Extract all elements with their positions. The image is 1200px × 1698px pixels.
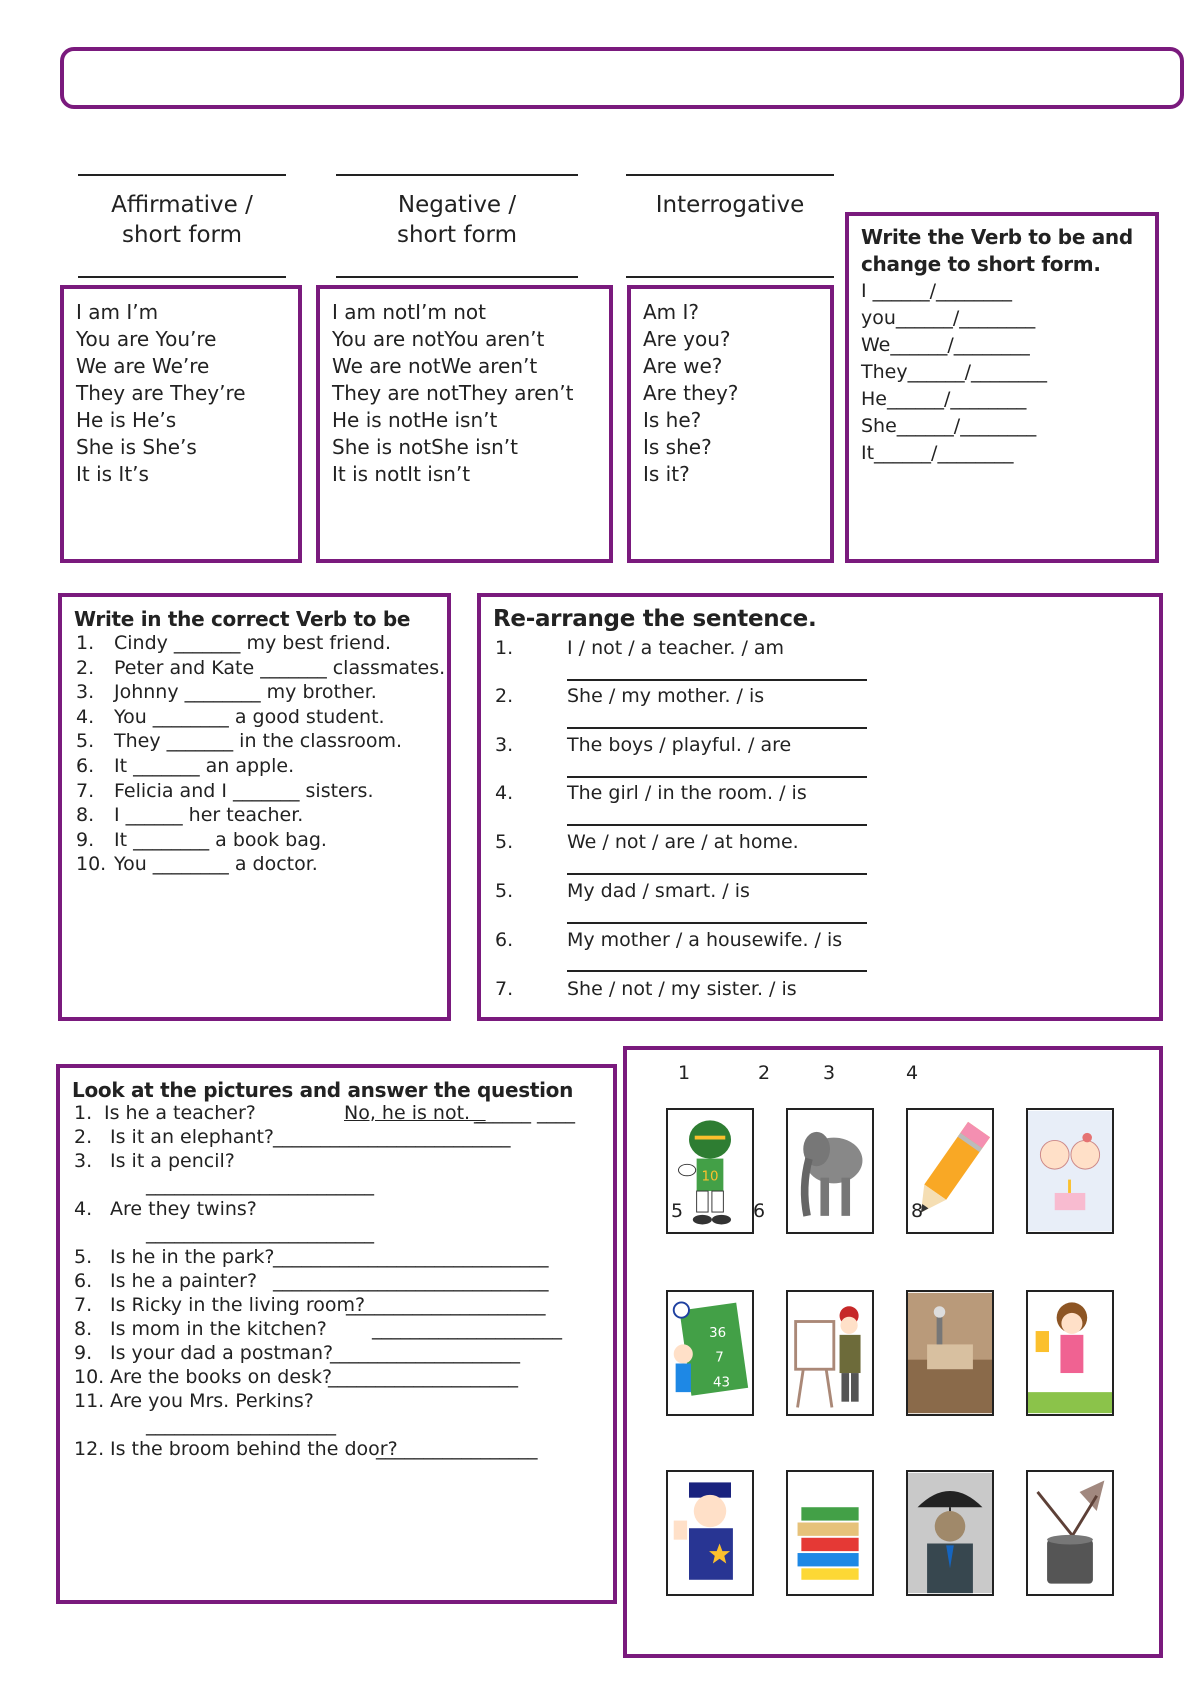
question-number: 10. — [74, 1366, 105, 1388]
list-item: Are we? — [643, 354, 723, 378]
list-item[interactable] — [60, 1294, 600, 1318]
negative-list — [332, 299, 573, 488]
answer-line[interactable] — [567, 922, 867, 924]
rearrange-box: Re-arrange the sentence. 1. I / not / a teacher. / am 2. She / my mother. / is 3. The boys / playful. / are 4. The girl / in the room. / is 5. We / not / are / at home. 5. My dad / smart. / is 6. My mother / a housewife. / is 7. She / not / my sister. / is — [477, 593, 1163, 1021]
correct-verb-box — [58, 593, 451, 1021]
picture-number: 6 — [753, 1200, 766, 1222]
list-item[interactable]: 3. Johnny ________ my brother. — [76, 681, 377, 704]
list-item[interactable]: She______/________ — [861, 415, 1037, 437]
list-item[interactable]: 5. They _______ in the classroom. — [76, 730, 403, 753]
question-text: Is Ricky in the living room? — [110, 1294, 366, 1316]
list-item: It is notIt isn’t — [332, 462, 471, 486]
picture-questions-box — [56, 1064, 617, 1604]
answer-line[interactable]: ____________________ — [372, 1318, 562, 1340]
list-item[interactable] — [60, 1102, 600, 1126]
interrogative-list — [643, 299, 738, 488]
question-number: 11. — [74, 1390, 105, 1412]
answer-line[interactable]: _____________________________ — [273, 1246, 549, 1268]
header-rule — [626, 174, 834, 176]
kitchen-woman-icon — [1026, 1290, 1114, 1416]
question-number: 4. — [74, 1198, 93, 1220]
question-number: 9. — [74, 1342, 93, 1364]
header-affirmative: Affirmative / short form — [111, 192, 253, 248]
short-form-lines — [861, 278, 1047, 467]
list-item[interactable]: 2. Peter and Kate _______ classmates. — [76, 656, 446, 679]
list-item: She is notShe isn’t — [332, 435, 519, 459]
rearrange-title: Re-arrange the sentence. — [493, 606, 817, 632]
list-item: We are We’re — [76, 354, 210, 378]
list-item[interactable]: 10. You ________ a doctor. — [76, 853, 318, 876]
answer-line[interactable]: ____________________ — [328, 1366, 518, 1388]
header-rule — [336, 276, 578, 278]
question-number: 5. — [74, 1246, 93, 1268]
answer-line[interactable]: ____________________ — [146, 1414, 336, 1436]
policeman-icon — [666, 1470, 754, 1596]
header-rule — [626, 276, 834, 278]
header-rule — [78, 276, 286, 278]
affirmative-box — [60, 285, 302, 563]
list-item[interactable]: 8. I ______ her teacher. — [76, 804, 304, 827]
affirmative-list — [76, 299, 246, 488]
answer-line[interactable]: _____________________________ — [273, 1270, 549, 1292]
man-umbrella-icon — [906, 1470, 994, 1596]
list-item[interactable] — [60, 1174, 600, 1198]
answer-line[interactable]: _________________________ — [273, 1126, 511, 1148]
answer-line[interactable]: _____________________ — [346, 1294, 546, 1316]
question-number: 1. — [74, 1102, 93, 1124]
header-rule — [336, 174, 578, 176]
list-item[interactable]: It______/________ — [861, 442, 1014, 464]
elephant-icon — [786, 1108, 874, 1234]
answer-line[interactable]: _________________ — [376, 1438, 538, 1460]
header-negative: Negative / short form — [396, 192, 518, 248]
title-box — [60, 47, 1184, 109]
header-interrogative: Interrogative — [655, 192, 805, 218]
short-form-title: Write the Verb to be and change to short form. — [861, 225, 1133, 276]
list-item: We are notWe aren’t — [332, 354, 538, 378]
painter-icon — [786, 1290, 874, 1416]
question-text: Is your dad a postman? — [110, 1342, 334, 1364]
list-item: You are notYou aren’t — [332, 327, 545, 351]
list-item[interactable] — [60, 1342, 600, 1366]
question-text: Is the broom behind the door? — [110, 1438, 398, 1460]
list-item[interactable] — [60, 1414, 600, 1438]
list-item: Is she? — [643, 435, 712, 459]
svg-text:10: 10 — [701, 1169, 719, 1185]
list-item: Are you? — [643, 327, 731, 351]
interrogative-box — [627, 285, 834, 563]
sample-answer: No, he is not. _ — [344, 1102, 486, 1124]
list-item: She is She’s — [76, 435, 197, 459]
list-item[interactable]: They______/________ — [861, 361, 1047, 383]
list-item: They are They’re — [76, 381, 246, 405]
list-item[interactable] — [60, 1366, 600, 1390]
list-item[interactable]: 7. Felicia and I _______ sisters. — [76, 779, 374, 802]
twins-icon — [1026, 1108, 1114, 1234]
correct-verb-list — [76, 631, 445, 877]
question-text: Is it an elephant? — [110, 1126, 275, 1148]
answer-line[interactable] — [567, 970, 867, 972]
question-number: 8. — [74, 1318, 93, 1340]
list-item[interactable]: you______/________ — [861, 307, 1036, 329]
picture-questions-title: Look at the pictures and answer the question — [72, 1078, 574, 1102]
list-item: I am I’m — [76, 300, 159, 324]
svg-text:43: 43 — [712, 1375, 730, 1391]
picture-number: 1 — [678, 1062, 691, 1084]
list-item[interactable] — [60, 1150, 600, 1174]
list-item[interactable] — [60, 1270, 600, 1294]
question-text: Are they twins? — [110, 1198, 257, 1220]
answer-line[interactable] — [567, 824, 867, 826]
question-text: Are the books on desk? — [110, 1366, 333, 1388]
list-item[interactable] — [60, 1318, 600, 1342]
question-text: Is mom in the kitchen? — [110, 1318, 327, 1340]
list-item: They are notThey aren’t — [332, 381, 574, 405]
picture-number: 5 — [671, 1200, 684, 1222]
answer-line[interactable] — [567, 873, 867, 875]
books-icon — [786, 1470, 874, 1596]
living-room-icon — [906, 1290, 994, 1416]
list-item: He is notHe isn’t — [332, 408, 498, 432]
list-item[interactable]: 9. It ________ a book bag. — [76, 828, 327, 851]
list-item[interactable]: 4. You ________ a good student. — [76, 705, 385, 728]
list-item[interactable] — [60, 1438, 600, 1462]
picture-grid-box — [623, 1046, 1163, 1658]
list-item[interactable] — [60, 1126, 600, 1150]
list-item[interactable] — [60, 1246, 600, 1270]
svg-text:7: 7 — [715, 1350, 724, 1366]
question-text: Is he a painter? — [110, 1270, 258, 1292]
question-text: Is he a teacher? — [104, 1102, 256, 1124]
list-item[interactable]: 1. Cindy _______ my best friend. — [76, 632, 392, 654]
picture-number: 2 — [758, 1062, 771, 1084]
picture-number: 4 — [906, 1062, 919, 1084]
question-number: 3. — [74, 1150, 93, 1172]
negative-box — [316, 285, 613, 563]
answer-line[interactable]: ______ ____ — [474, 1102, 576, 1124]
list-item: You are You’re — [76, 327, 217, 351]
list-item[interactable]: We______/________ — [861, 334, 1030, 356]
svg-text:36: 36 — [709, 1325, 727, 1341]
list-item: Am I? — [643, 300, 700, 324]
answer-line[interactable] — [567, 776, 867, 778]
answer-line[interactable] — [567, 727, 867, 729]
question-number: 2. — [74, 1126, 93, 1148]
short-form-box — [845, 212, 1159, 563]
list-item[interactable] — [60, 1390, 600, 1414]
list-item: He is He’s — [76, 408, 177, 432]
teacher-board-icon — [666, 1290, 754, 1416]
picture-number: 3 — [823, 1062, 836, 1084]
answer-line[interactable]: ________________________ — [146, 1222, 374, 1244]
list-item: Is he? — [643, 408, 702, 432]
list-item: Is it? — [643, 462, 690, 486]
question-text: Is he in the park? — [110, 1246, 275, 1268]
list-item: It is It’s — [76, 462, 149, 486]
list-item[interactable] — [60, 1222, 600, 1246]
answer-line[interactable]: ________________________ — [146, 1174, 374, 1196]
question-text: Is it a pencil? — [110, 1150, 235, 1172]
answer-line[interactable]: ____________________ — [330, 1342, 520, 1364]
question-number: 7. — [74, 1294, 93, 1316]
list-item[interactable]: He______/________ — [861, 388, 1027, 410]
broom-bucket-icon — [1026, 1470, 1114, 1596]
list-item[interactable] — [60, 1198, 600, 1222]
question-number: 12. — [74, 1438, 105, 1460]
list-item: I am notI’m not — [332, 300, 486, 324]
list-item: Are they? — [643, 381, 739, 405]
list-item[interactable]: 6. It _______ an apple. — [76, 754, 295, 777]
question-number: 6. — [74, 1270, 93, 1292]
question-text: Are you Mrs. Perkins? — [110, 1390, 314, 1412]
list-item[interactable]: I ______/________ — [861, 280, 1013, 302]
answer-line[interactable] — [567, 679, 867, 681]
header-rule — [78, 174, 286, 176]
picture-number: 8 — [911, 1200, 924, 1222]
correct-verb-title: Write in the correct Verb to be — [74, 607, 411, 631]
